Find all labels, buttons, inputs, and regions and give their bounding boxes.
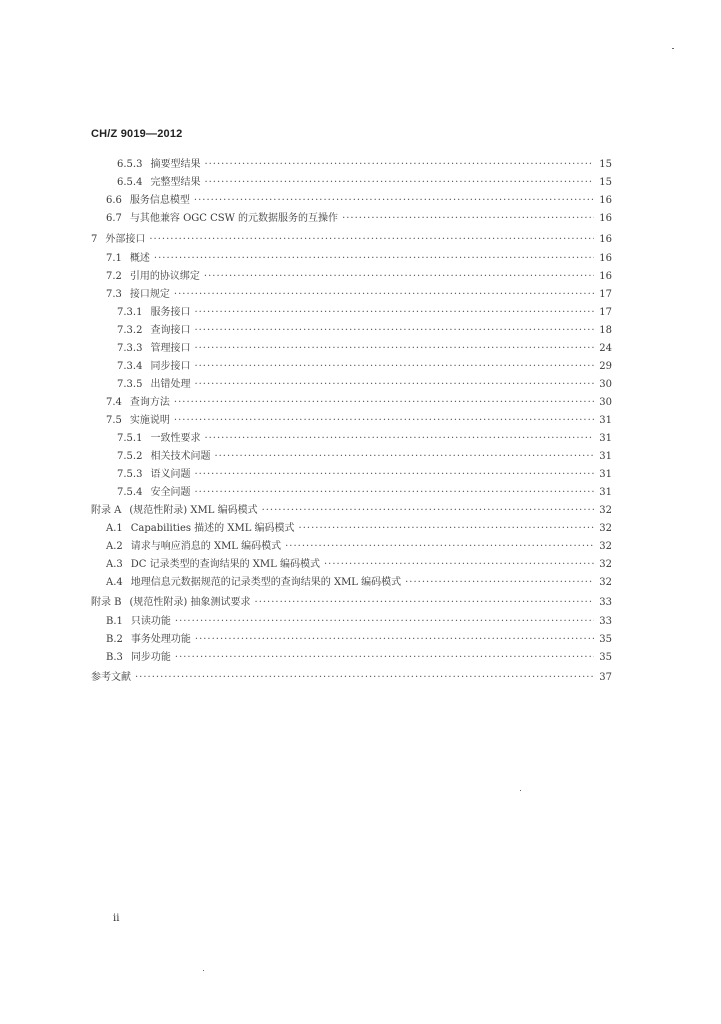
- toc-entry-page: 30: [599, 379, 612, 390]
- toc-entry-page: 32: [599, 577, 612, 588]
- toc-entry: [117, 360, 612, 374]
- toc-entry-title: 服务信息模型: [129, 195, 190, 206]
- toc-leader-dots: [135, 671, 594, 685]
- toc-leader-dots: [324, 558, 594, 572]
- toc-entry: [106, 633, 612, 647]
- toc-entry: [117, 176, 612, 190]
- toc-entry-number: 7.3.1: [117, 307, 143, 318]
- toc-leader-dots: [194, 324, 594, 338]
- toc-entry: [91, 504, 612, 518]
- toc-entry: [117, 306, 612, 320]
- toc-entry-number: 7.3.4: [117, 361, 143, 372]
- toc-entry-page: 31: [599, 487, 612, 498]
- toc-leader-dots: [262, 504, 594, 518]
- toc-entry-number: 6.5.4: [117, 177, 143, 188]
- toc-entry-title: DC 记录类型的查询结果的 XML 编码模式: [130, 559, 320, 570]
- toc-entry-number: 6.7: [106, 213, 122, 224]
- toc-entry: [117, 378, 612, 392]
- toc-entry-title: 服务接口: [150, 307, 191, 318]
- toc-leader-dots: [194, 360, 594, 374]
- toc-leader-dots: [194, 194, 594, 208]
- toc-entry-title: (规范性附录) 抽象测试要求: [129, 597, 251, 608]
- toc-entry-page: 16: [599, 271, 612, 282]
- toc-entry-title: 摘要型结果: [150, 159, 201, 170]
- toc-leader-dots: [175, 615, 594, 629]
- toc-entry: [106, 414, 612, 428]
- toc-entry-title: 请求与响应消息的 XML 编码模式: [130, 541, 282, 552]
- toc-entry-title: 地理信息元数据规范的记录类型的查询结果的 XML 编码模式: [130, 577, 402, 588]
- toc-entry-page: 17: [599, 307, 612, 318]
- toc-leader-dots: [194, 342, 594, 356]
- toc-leader-dots: [174, 288, 594, 302]
- toc-entry: [106, 522, 612, 536]
- toc-entry: [91, 671, 612, 685]
- toc-entry: [106, 540, 612, 554]
- toc-entry-title: 管理接口: [150, 343, 191, 354]
- toc-entry-title: 一致性要求: [150, 433, 201, 444]
- toc-leader-dots: [195, 633, 594, 647]
- toc-leader-dots: [255, 596, 594, 610]
- toc-entry-page: 29: [599, 361, 612, 372]
- toc-entry-number: 7.5.2: [117, 451, 143, 462]
- toc-entry-number: 7.3.2: [117, 325, 143, 336]
- toc-entry: [91, 596, 612, 610]
- toc-entry: [117, 486, 612, 500]
- toc-entry-page: 31: [599, 415, 612, 426]
- toc-entry-number: 7.3: [106, 289, 122, 300]
- toc-entry: [106, 396, 612, 410]
- toc-entry-title: 外部接口: [105, 234, 146, 245]
- page-number: ii: [113, 913, 120, 924]
- toc-entry-number: 7.3.5: [117, 379, 143, 390]
- toc-entry-number: 7.2: [106, 271, 122, 282]
- toc-entry-page: 30: [599, 397, 612, 408]
- toc-entry: [106, 194, 612, 208]
- toc-entry-title: 查询方法: [129, 397, 170, 408]
- toc-entry-page: 15: [599, 177, 612, 188]
- toc-entry-title: 接口规定: [129, 289, 170, 300]
- toc-entry-title: (规范性附录) XML 编码模式: [129, 505, 258, 516]
- toc-entry-title: Capabilities 描述的 XML 编码模式: [130, 523, 295, 534]
- toc-leader-dots: [194, 468, 594, 482]
- toc-leader-dots: [299, 522, 594, 536]
- toc-leader-dots: [204, 270, 594, 284]
- standard-code: CH/Z 9019—2012: [91, 128, 183, 140]
- toc-entry-title: 实施说明: [129, 415, 170, 426]
- toc-entry-number: 7.4: [106, 397, 122, 408]
- toc-entry-number: B.2: [106, 634, 123, 645]
- toc-entry-number: 参考文献: [91, 672, 131, 683]
- toc-entry-number: A.4: [106, 577, 123, 588]
- toc-entry-title: 语义问题: [150, 469, 191, 480]
- toc-entry: [106, 558, 612, 572]
- toc-entry: [117, 158, 612, 172]
- toc-entry: [106, 270, 612, 284]
- toc-leader-dots: [204, 176, 594, 190]
- toc-entry-page: 16: [599, 253, 612, 264]
- toc-entry: [117, 450, 612, 464]
- toc-entry-page: 24: [599, 343, 612, 354]
- toc-entry-page: 35: [599, 652, 612, 663]
- toc-leader-dots: [174, 396, 594, 410]
- scan-speck: [203, 970, 204, 971]
- toc-entry-number: B.3: [106, 652, 123, 663]
- toc-leader-dots: [154, 252, 594, 266]
- toc-entry-page: 37: [599, 672, 612, 683]
- toc-entry-page: 32: [599, 559, 612, 570]
- toc-entry-page: 33: [599, 616, 612, 627]
- toc-leader-dots: [194, 378, 594, 392]
- toc-entry-page: 15: [599, 159, 612, 170]
- toc-entry-number: 7.5.1: [117, 433, 143, 444]
- toc-entry: [106, 212, 612, 226]
- toc-entry-title: 完整型结果: [150, 177, 201, 188]
- toc-leader-dots: [175, 651, 594, 665]
- toc-entry-number: 6.5.3: [117, 159, 143, 170]
- toc-entry-page: 32: [599, 523, 612, 534]
- toc-entry-page: 16: [599, 195, 612, 206]
- toc-entry-title: 概述: [129, 253, 150, 264]
- toc-entry: [106, 576, 612, 590]
- toc-entry-title: 引用的协议绑定: [129, 271, 200, 282]
- toc-entry-number: A.1: [106, 523, 123, 534]
- toc-entry-number: B.1: [106, 616, 123, 627]
- toc-entry-page: 32: [599, 541, 612, 552]
- toc-entry-number: 7.5: [106, 415, 122, 426]
- toc-entry-number: A.2: [106, 541, 123, 552]
- toc-leader-dots: [204, 432, 594, 446]
- toc-leader-dots: [149, 233, 594, 247]
- toc-entry-page: 16: [599, 213, 612, 224]
- toc-leader-dots: [174, 414, 594, 428]
- toc-entry-page: 35: [599, 634, 612, 645]
- toc-leader-dots: [214, 450, 594, 464]
- toc-entry-title: 与其他兼容 OGC CSW 的元数据服务的互操作: [129, 213, 339, 224]
- toc-leader-dots: [204, 158, 594, 172]
- toc-leader-dots: [285, 540, 594, 554]
- toc-entry-title: 同步功能: [130, 652, 171, 663]
- toc-entry: [117, 468, 612, 482]
- toc-entry-number: 7: [91, 234, 98, 245]
- toc-entry: [117, 342, 612, 356]
- scan-speck: [520, 790, 521, 791]
- toc-leader-dots: [194, 486, 594, 500]
- toc-entry-number: 7.1: [106, 253, 122, 264]
- toc-entry-title: 相关技术问题: [150, 451, 211, 462]
- toc-leader-dots: [342, 212, 594, 226]
- toc-entry: [106, 651, 612, 665]
- toc-entry-number: 7.5.3: [117, 469, 143, 480]
- toc-entry-title: 只读功能: [130, 616, 171, 627]
- toc-entry: [91, 233, 612, 247]
- toc-entry: [117, 324, 612, 338]
- toc-entry: [106, 252, 612, 266]
- toc-entry-page: 32: [599, 505, 612, 516]
- toc-entry-number: 附录 B: [91, 597, 122, 608]
- toc-entry-page: 18: [599, 325, 612, 336]
- toc-entry-page: 31: [599, 433, 612, 444]
- toc-entry-page: 31: [599, 451, 612, 462]
- toc-entry: [106, 615, 612, 629]
- toc-leader-dots: [194, 306, 594, 320]
- toc-entry-page: 17: [599, 289, 612, 300]
- toc-entry-title: 事务处理功能: [130, 634, 191, 645]
- toc-entry-title: 安全问题: [150, 487, 191, 498]
- toc-entry: [106, 288, 612, 302]
- toc-entry-number: 6.6: [106, 195, 122, 206]
- toc-leader-dots: [405, 576, 594, 590]
- toc-entry: [117, 432, 612, 446]
- toc-entry-title: 出错处理: [150, 379, 191, 390]
- toc-entry-page: 31: [599, 469, 612, 480]
- toc-entry-number: 7.3.3: [117, 343, 143, 354]
- toc-entry-number: 附录 A: [91, 505, 122, 516]
- toc-entry-page: 16: [599, 234, 612, 245]
- toc-entry-title: 同步接口: [150, 361, 191, 372]
- toc-entry-number: A.3: [106, 559, 123, 570]
- toc-entry-number: 7.5.4: [117, 487, 143, 498]
- scan-speck: [672, 48, 674, 49]
- toc-entry-page: 33: [599, 597, 612, 608]
- toc-entry-title: 查询接口: [150, 325, 191, 336]
